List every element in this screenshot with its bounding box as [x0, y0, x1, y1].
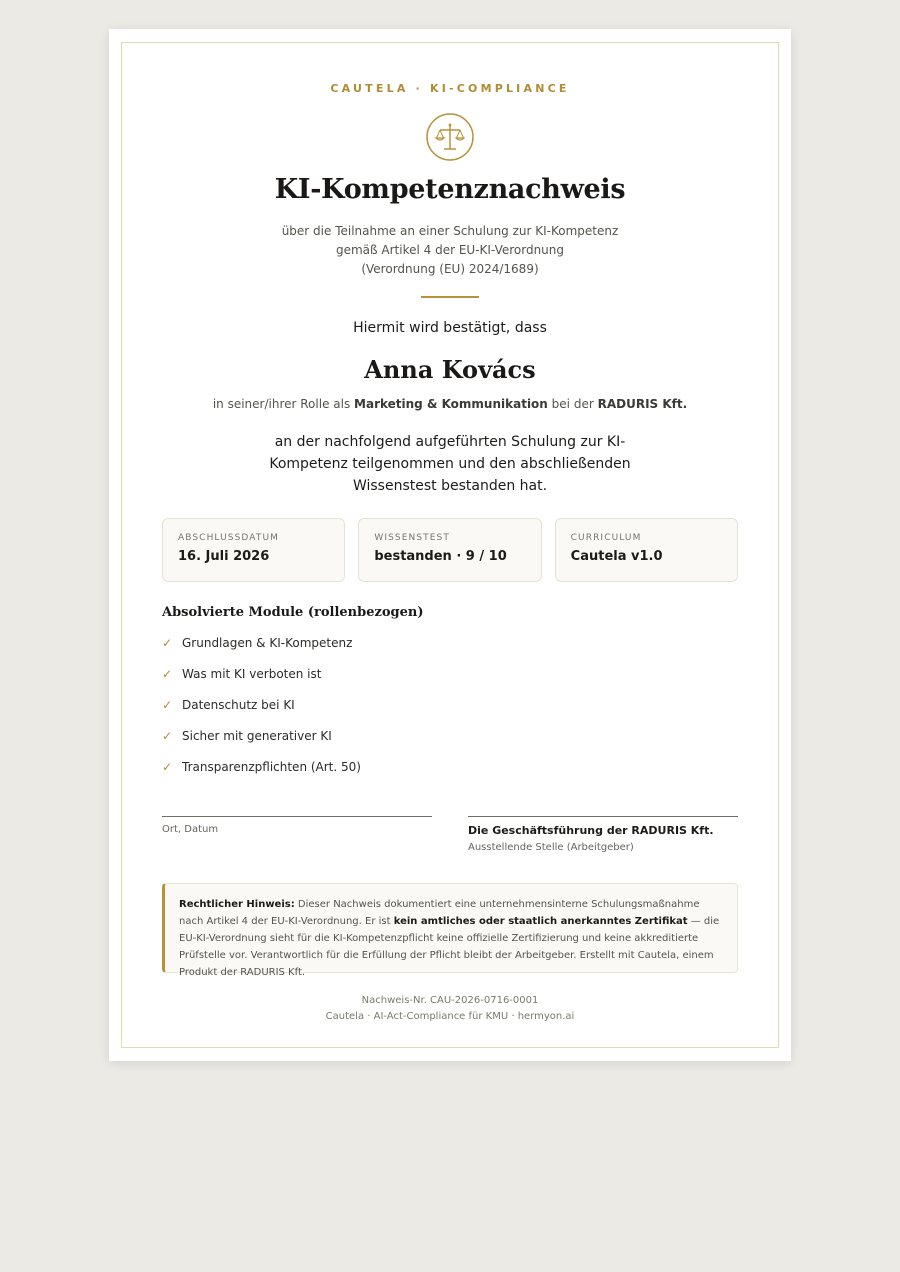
modules-heading: Absolvierte Module (rollenbezogen)	[162, 605, 424, 620]
module-label: Grundlagen & KI-Kompetenz	[182, 636, 353, 650]
checkmark-icon: ✓	[162, 729, 173, 743]
subtitle-line: (Verordnung (EU) 2024/1689)	[361, 262, 539, 276]
recipient-name: Anna Kovács	[364, 355, 536, 384]
brand-kicker: CAUTELA · KI-COMPLIANCE	[330, 82, 570, 95]
checkmark-icon: ✓	[162, 760, 173, 774]
list-item	[162, 698, 361, 729]
module-label: Sicher mit generativer KI	[182, 729, 332, 743]
role-prefix: in seiner/ihrer Rolle als	[212, 397, 351, 411]
legal-notice	[162, 883, 738, 978]
list-item	[162, 760, 361, 791]
fact-value: Cautela v1.0	[570, 549, 663, 564]
certificate-title: KI-Kompetenznachweis	[274, 174, 626, 205]
recipient-role: Marketing & Kommunikation	[354, 397, 548, 411]
signature-issuer	[468, 816, 738, 853]
modules-list	[162, 636, 361, 791]
fact-card-knowledge-test	[358, 518, 541, 582]
certificate-content	[109, 29, 791, 1061]
checkmark-icon: ✓	[162, 698, 173, 712]
list-item	[162, 636, 361, 667]
recipient-role-line	[109, 397, 791, 411]
notice-text: Dieser Nachweis dokumentiert eine unternehmensinterne Schulungsmaßnahme nach Artikel 4 der EU-KI-Verordnung. Er ist	[179, 899, 700, 927]
fact-value: bestanden · 9 / 10	[374, 549, 507, 564]
signature-label: Ort, Datum	[162, 824, 219, 835]
fact-label: ABSCHLUSSDATUM	[178, 533, 279, 543]
notice-emphasis: kein amtliches oder staatlich anerkanntes Zertifikat	[393, 916, 688, 927]
module-label: Was mit KI verboten ist	[182, 667, 322, 681]
checkmark-icon: ✓	[162, 636, 173, 650]
list-item	[162, 729, 361, 760]
module-label: Datenschutz bei KI	[182, 698, 295, 712]
certificate-footer	[109, 993, 791, 1025]
fact-card-completion-date	[162, 518, 345, 582]
signature-place-date	[162, 816, 432, 835]
completion-statement: an der nachfolgend aufgeführten Schulung zur KI-Kompetenz teilgenommen und den abschließenden Wissenstest bestanden hat.	[269, 434, 631, 494]
issuer-subtitle: Ausstellende Stelle (Arbeitgeber)	[468, 842, 634, 853]
gold-divider	[421, 296, 479, 298]
certificate-subtitle	[109, 222, 791, 279]
recipient-company: RADURIS Kft.	[597, 397, 688, 411]
notice-lead: Rechtlicher Hinweis:	[179, 899, 295, 910]
subtitle-line: über die Teilnahme an einer Schulung zur KI-Kompetenz	[281, 224, 619, 238]
confirmation-text: Hiermit wird bestätigt, dass	[353, 320, 547, 336]
fact-card-curriculum	[555, 518, 738, 582]
certificate-sheet	[109, 29, 791, 1061]
footer-brand: Cautela · AI-Act-Compliance für KMU · hermyon.ai	[325, 1011, 575, 1022]
list-item	[162, 667, 361, 698]
subtitle-line: gemäß Artikel 4 der EU-KI-Verordnung	[335, 243, 565, 257]
fact-label: WISSENSTEST	[374, 533, 450, 543]
fact-label: CURRICULUM	[570, 533, 642, 543]
notice-text: — die EU-KI-Verordnung sieht für die KI-Kompetenzpflicht keine offizielle Zertifizierung und keine akkreditierte Prüfstelle vor. Verantwortlich für die Erfüllung der Pflicht bleibt der Arbeitgeber. Erstellt mit Cautela, einem Produkt der RADURIS Kft.	[179, 916, 720, 978]
checkmark-icon: ✓	[162, 667, 173, 681]
certificate-number: Nachweis-Nr. CAU-2026-0716-0001	[361, 995, 539, 1006]
issuer-name: Die Geschäftsführung der RADURIS Kft.	[468, 824, 714, 837]
facts-row	[162, 518, 738, 582]
fact-value: 16. Juli 2026	[178, 549, 270, 564]
module-label: Transparenzpflichten (Art. 50)	[182, 760, 361, 774]
scales-of-justice-icon	[426, 113, 474, 161]
role-mid: bei der	[551, 397, 594, 411]
